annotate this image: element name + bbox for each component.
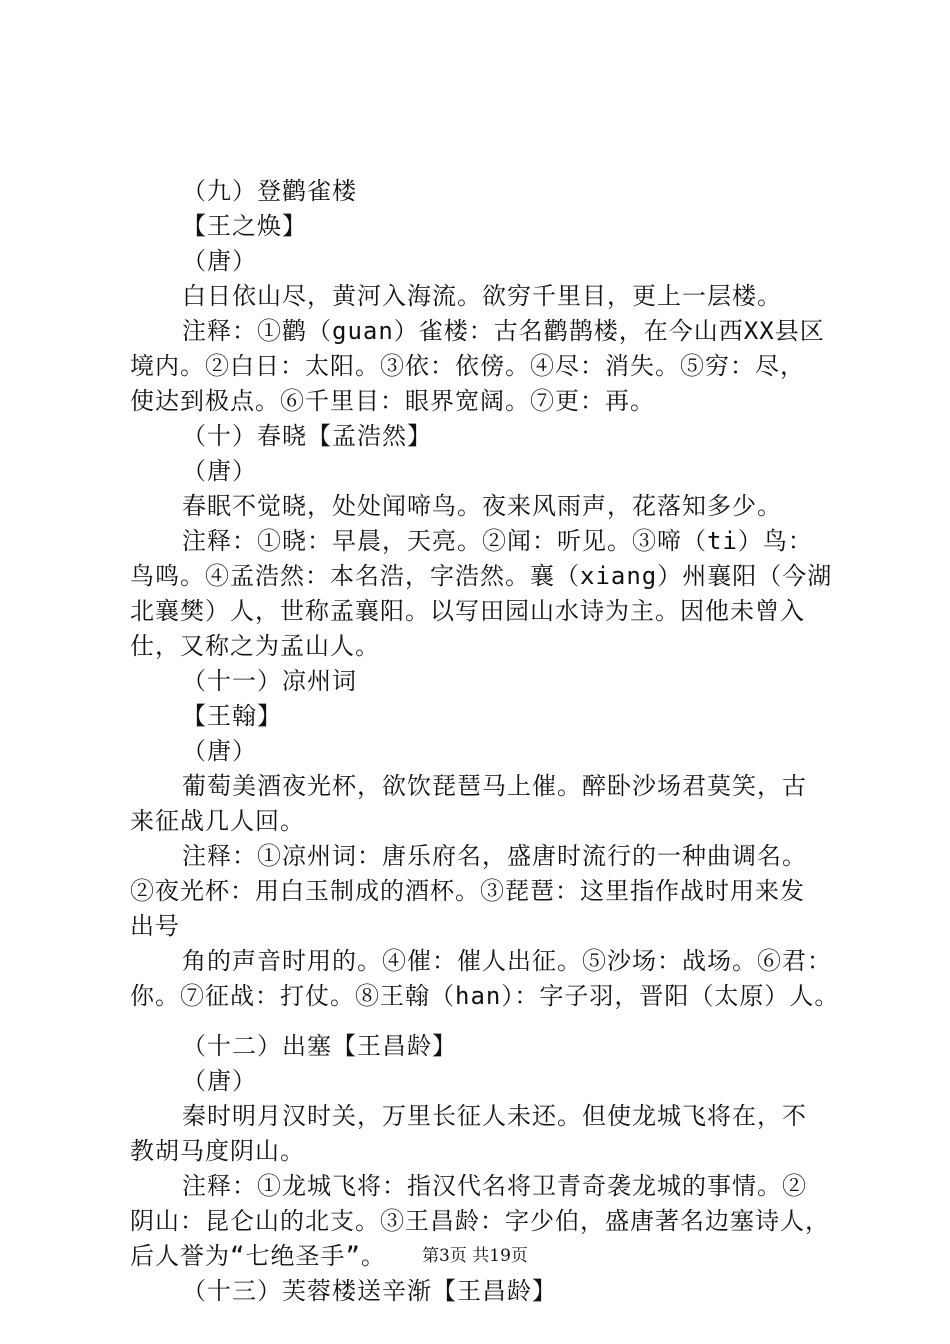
text-line: 境内。②白日：太阳。③依：依傍。④尽：消失。⑤穷：尽， bbox=[130, 352, 805, 380]
text-line: （十三）芙蓉楼送辛渐【王昌龄】 bbox=[182, 1277, 557, 1305]
text-line: （九）登鹳雀楼 bbox=[182, 177, 357, 205]
text-line: 春眠不觉晓，处处闻啼鸟。夜来风雨声，花落知多少。 bbox=[182, 492, 782, 520]
text-line: 出号 bbox=[130, 912, 180, 940]
text-line: 教胡马度阴山。 bbox=[130, 1137, 305, 1165]
text-line: 角的声音时用的。④催：催人出征。⑤沙场：战场。⑥君： bbox=[182, 947, 832, 975]
text-line: （十）春晓【孟浩然】 bbox=[182, 422, 432, 450]
text-line: 后人誉为“七绝圣手”。 bbox=[130, 1242, 386, 1270]
text-line: （唐） bbox=[182, 457, 257, 485]
document-body bbox=[130, 174, 838, 1309]
text-line: （唐） bbox=[182, 1067, 257, 1095]
text-line: 来征战几人回。 bbox=[130, 807, 305, 835]
text-line: 注释：①鹳（guan）雀楼：古名鹳鹊楼，在今山西XX县区 bbox=[182, 317, 825, 345]
page-footer: 第3页 共19页 bbox=[422, 1246, 528, 1266]
text-line: 【王翰】 bbox=[182, 702, 282, 730]
text-line: 【王之焕】 bbox=[182, 212, 307, 240]
text-line: 北襄樊）人，世称孟襄阳。以写田园山水诗为主。因他未曾入 bbox=[130, 597, 805, 625]
text-line: （十一）凉州词 bbox=[182, 667, 357, 695]
text-line: 鸟鸣。④孟浩然：本名浩，字浩然。襄（xiang）州襄阳（今湖 bbox=[130, 562, 833, 590]
text-line: 仕，又称之为孟山人。 bbox=[130, 632, 380, 660]
text-line: 葡萄美酒夜光杯，欲饮琵琶马上催。醉卧沙场君莫笑，古 bbox=[182, 772, 807, 800]
text-line: 注释：①凉州词：唐乐府名，盛唐时流行的一种曲调名。 bbox=[182, 842, 807, 870]
text-line: 注释：①晓：早晨，天亮。②闻：听见。③啼（ti）鸟： bbox=[182, 527, 813, 555]
text-line: 阴山：昆仑山的北支。③王昌龄：字少伯，盛唐著名边塞诗人， bbox=[130, 1207, 830, 1235]
text-line: 注释：①龙城飞将：指汉代名将卫青奇袭龙城的事情。② bbox=[182, 1172, 807, 1200]
text-line: 白日依山尽，黄河入海流。欲穷千里目，更上一层楼。 bbox=[182, 282, 782, 310]
text-line: ②夜光杯：用白玉制成的酒杯。③琵琶：这里指作战时用来发 bbox=[130, 877, 805, 905]
text-line: （唐） bbox=[182, 737, 257, 765]
text-line: 秦时明月汉时关，万里长征人未还。但使龙城飞将在，不 bbox=[182, 1102, 807, 1130]
text-line: （十二）出塞【王昌龄】 bbox=[182, 1032, 457, 1060]
text-line: 使达到极点。⑥千里目：眼界宽阔。⑦更：再。 bbox=[130, 387, 655, 415]
text-line: （唐） bbox=[182, 247, 257, 275]
text-line: 你。⑦征战：打仗。⑧王翰（han）：字子羽，晋阳（太原）人。 bbox=[130, 982, 840, 1010]
blank-line bbox=[130, 1014, 838, 1029]
